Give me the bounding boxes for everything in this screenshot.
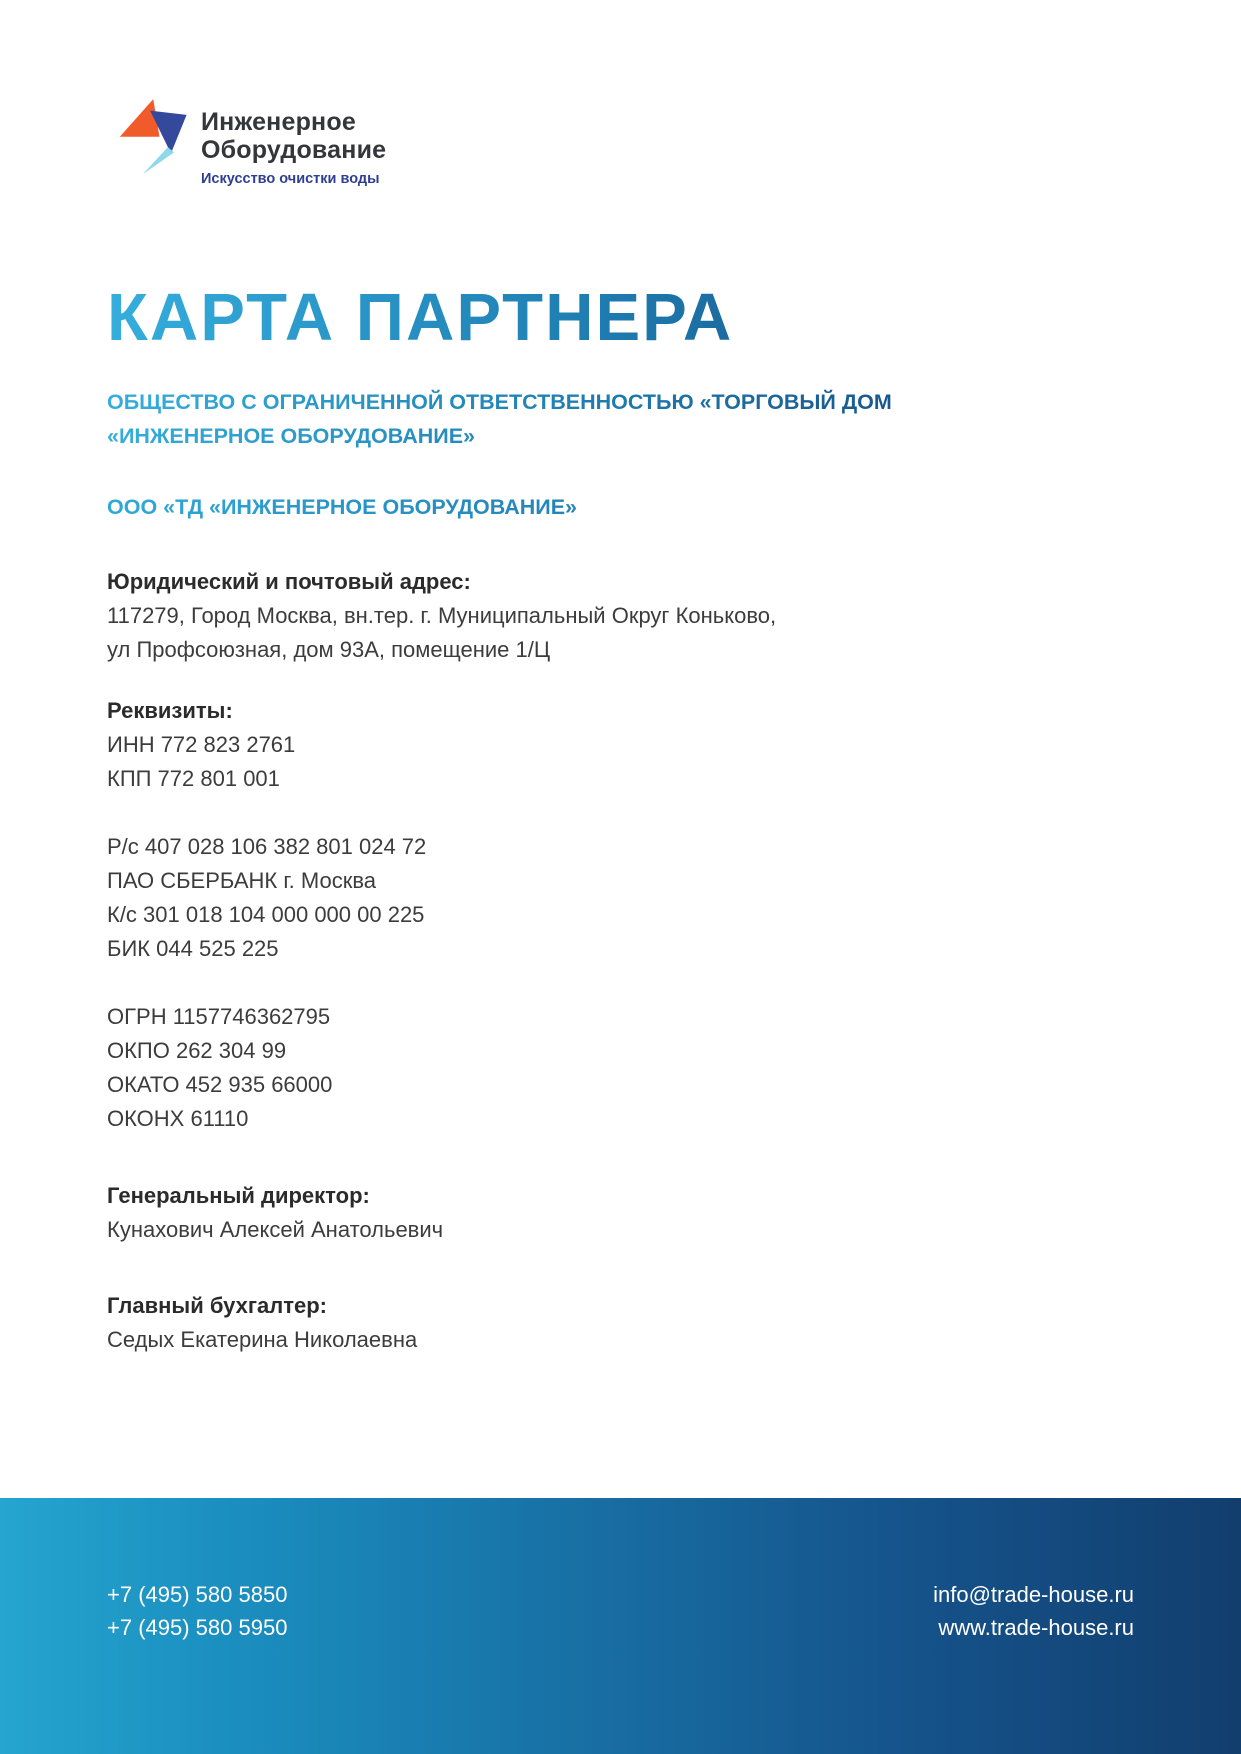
section-address <box>107 565 1134 667</box>
requisite-line-ogrn: ОГРН 1157746362795 <box>107 1004 331 1030</box>
company-full-name-line2: «ИНЖЕНЕРНОЕ ОБОРУДОВАНИЕ» <box>107 423 476 448</box>
address-line: ул Профсоюзная, дом 93А, помещение 1/Ц <box>107 637 551 663</box>
accountant-heading: Главный бухгалтер: <box>107 1292 328 1318</box>
logo-text-block <box>201 95 386 187</box>
logo-name-line2: Оборудование <box>201 135 387 164</box>
footer-web-contacts <box>933 1578 1134 1644</box>
requisite-line-okpo: ОКПО 262 304 99 <box>107 1038 287 1064</box>
director-heading: Генеральный директор: <box>107 1182 370 1208</box>
footer-content <box>0 1498 1241 1644</box>
footer-phone-2: +7 (495) 580 5950 <box>107 1615 288 1640</box>
requisite-line-kpp: КПП 772 801 001 <box>107 765 280 791</box>
page-title: КАРТА ПАРТНЕРА <box>107 282 1134 354</box>
requisites-group-tax <box>107 728 1134 796</box>
address-line: 117279, Город Москва, вн.тер. г. Муниципальный Округ Коньково, <box>107 603 777 629</box>
logo-tagline: Искусство очистки воды <box>201 171 380 187</box>
footer-band <box>0 1498 1241 1754</box>
logo-name-line1: Инженерное <box>201 108 356 136</box>
requisite-line-rs: Р/с 407 028 106 382 801 024 72 <box>107 833 427 859</box>
requisite-line-inn: ИНН 772 823 2761 <box>107 731 296 757</box>
requisites-group-codes <box>107 1000 1134 1136</box>
requisite-line-okato: ОКАТО 452 935 66000 <box>107 1072 333 1098</box>
company-full-name <box>107 386 1134 453</box>
requisite-line-okonh: ОКОНХ 61110 <box>107 1106 249 1132</box>
footer-website: www.trade-house.ru <box>938 1615 1134 1640</box>
logo-pinwheel-icon <box>107 95 189 191</box>
footer-phone-1: +7 (495) 580 5850 <box>107 1582 288 1607</box>
section-director <box>107 1179 1134 1247</box>
requisite-line-ks: К/с 301 018 104 000 000 00 225 <box>107 901 425 927</box>
logo-company-name <box>201 109 386 164</box>
footer-phones <box>107 1578 287 1644</box>
company-logo <box>107 95 386 191</box>
accountant-name: Седых Екатерина Николаевна <box>107 1326 418 1352</box>
company-short-name: ООО «ТД «ИНЖЕНЕРНОЕ ОБОРУДОВАНИЕ» <box>107 491 1134 523</box>
requisite-line-bank: ПАО СБЕРБАНК г. Москва <box>107 867 377 893</box>
address-heading: Юридический и почтовый адрес: <box>107 569 471 595</box>
requisite-line-bik: БИК 044 525 225 <box>107 936 279 962</box>
company-full-name-line1: ОБЩЕСТВО С ОГРАНИЧЕННОЙ ОТВЕТСТВЕННОСТЬЮ «ТОРГОВЫЙ ДОМ <box>107 390 892 415</box>
footer-email: info@trade-house.ru <box>933 1582 1134 1607</box>
document-body <box>0 282 1241 1357</box>
section-requisites <box>107 694 1134 1137</box>
section-accountant <box>107 1289 1134 1357</box>
requisites-heading: Реквизиты: <box>107 697 233 723</box>
requisites-group-bank <box>107 830 1134 966</box>
director-name: Кунахович Алексей Анатольевич <box>107 1216 444 1242</box>
